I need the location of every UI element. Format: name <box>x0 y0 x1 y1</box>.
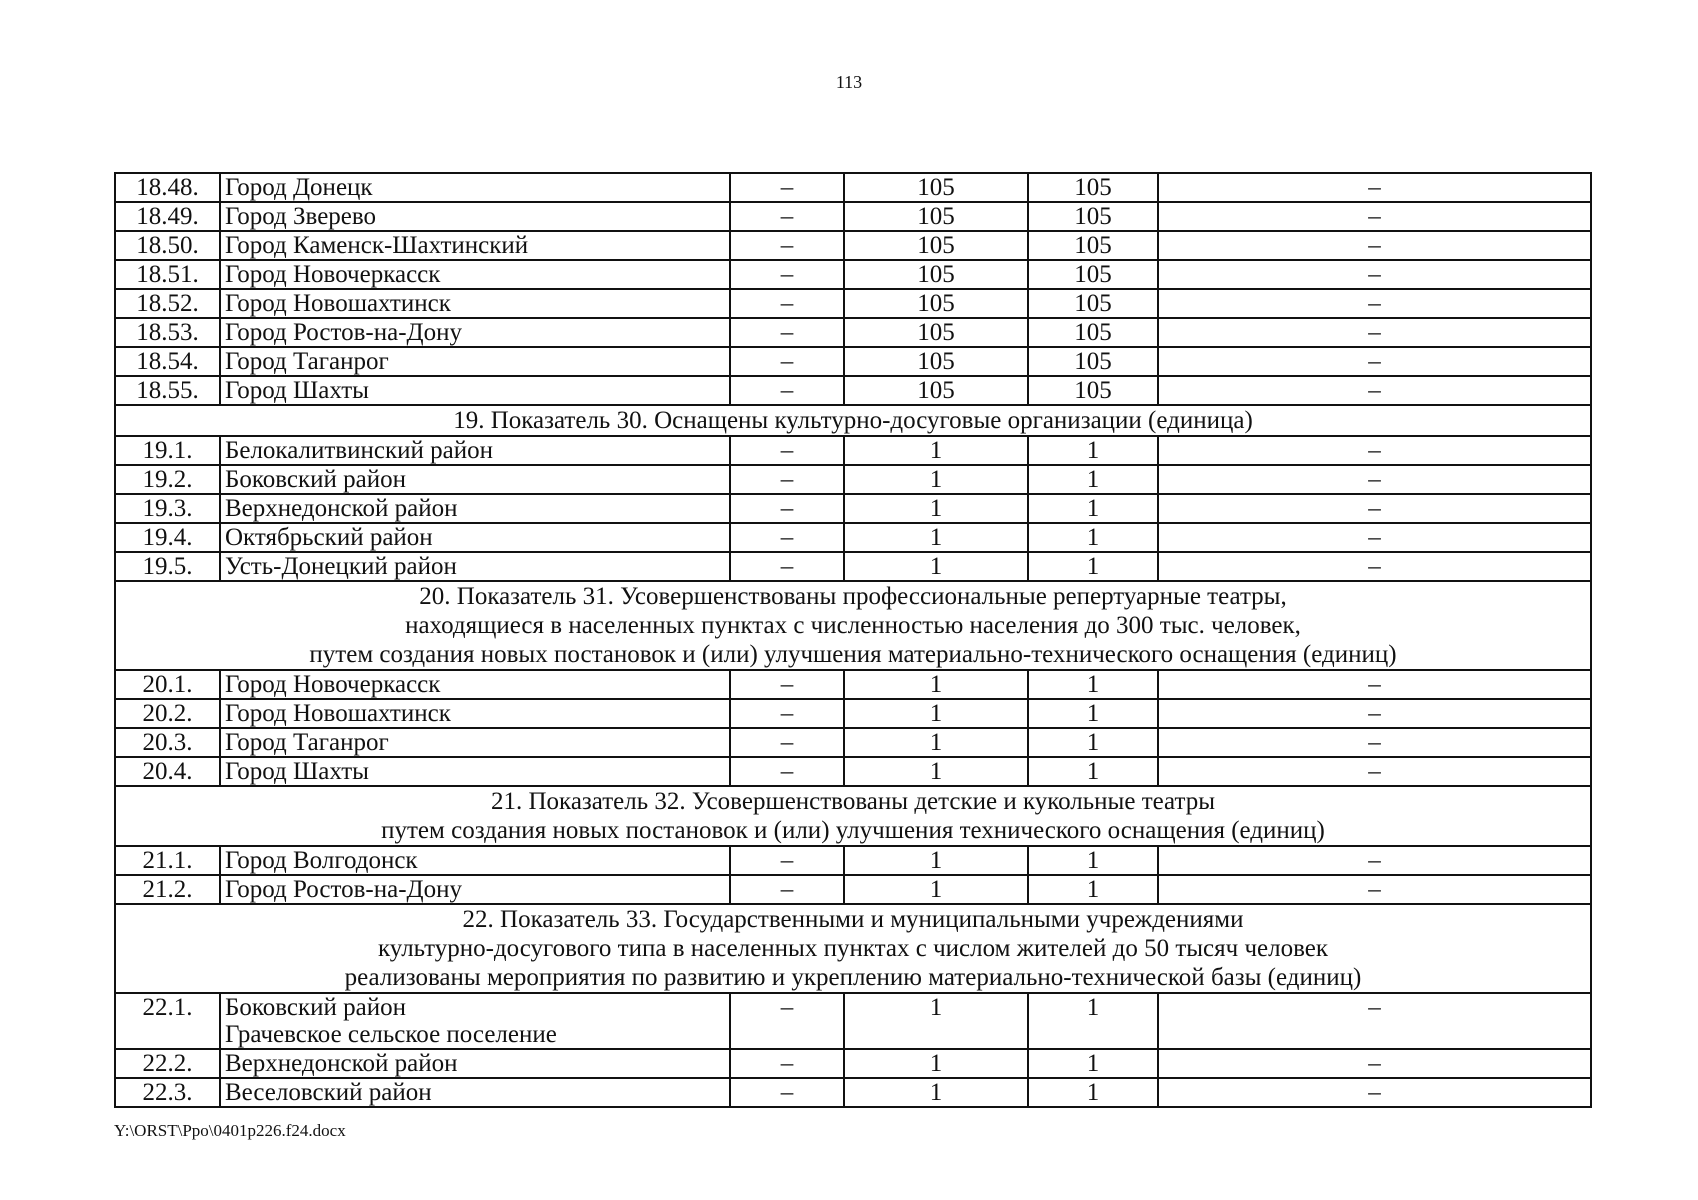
value-cell-4: – <box>1158 347 1591 376</box>
value-cell-4: – <box>1158 494 1591 523</box>
value-cell-3: 105 <box>1028 289 1158 318</box>
value-cell-4: – <box>1158 670 1591 699</box>
table-row <box>115 347 1591 376</box>
territory-name <box>220 757 730 786</box>
territory-name-line: Город Новошахтинск <box>225 290 451 317</box>
value-cell-3: 105 <box>1028 202 1158 231</box>
section-title <box>115 405 1591 436</box>
table-row <box>115 728 1591 757</box>
table-row <box>115 670 1591 699</box>
territory-name <box>220 202 730 231</box>
value-cell-1: – <box>730 1078 844 1107</box>
table-row <box>115 552 1591 581</box>
table-row <box>115 699 1591 728</box>
value-cell-2: 1 <box>844 436 1028 465</box>
section-title-line: 19. Показатель 30. Оснащены культурно-досуговые организации (единица) <box>453 407 1253 434</box>
value-cell-1: – <box>730 728 844 757</box>
value-cell-2: 1 <box>844 699 1028 728</box>
value-cell-2: 1 <box>844 728 1028 757</box>
territory-name-line: Усть-Донецкий район <box>225 553 457 580</box>
territory-name <box>220 436 730 465</box>
value-cell-2: 1 <box>844 757 1028 786</box>
territory-name <box>220 699 730 728</box>
value-cell-4: – <box>1158 260 1591 289</box>
value-cell-1: – <box>730 347 844 376</box>
value-cell-3: 1 <box>1028 1078 1158 1107</box>
value-cell-2: 1 <box>844 523 1028 552</box>
value-cell-1: – <box>730 757 844 786</box>
territory-name-line: Город Шахты <box>225 377 369 404</box>
value-cell-4: – <box>1158 875 1591 904</box>
row-number: 21.2. <box>115 875 220 904</box>
territory-name-line: Город Зверево <box>225 203 377 230</box>
table-row <box>115 875 1591 904</box>
row-number: 22.3. <box>115 1078 220 1107</box>
value-cell-2: 1 <box>844 993 1028 1049</box>
value-cell-3: 105 <box>1028 318 1158 347</box>
territory-name-line: Город Новочеркасск <box>225 261 441 288</box>
territory-name-line: Город Новочеркасск <box>225 671 441 698</box>
row-number: 18.50. <box>115 231 220 260</box>
value-cell-4: – <box>1158 465 1591 494</box>
value-cell-1: – <box>730 318 844 347</box>
value-cell-2: 1 <box>844 1078 1028 1107</box>
territory-name <box>220 993 730 1049</box>
territory-name-line: Город Ростов-на-Дону <box>225 876 462 903</box>
row-number: 20.4. <box>115 757 220 786</box>
row-number: 18.49. <box>115 202 220 231</box>
value-cell-2: 105 <box>844 318 1028 347</box>
value-cell-1: – <box>730 260 844 289</box>
row-number: 19.4. <box>115 523 220 552</box>
value-cell-4: – <box>1158 1078 1591 1107</box>
territory-name-line: Грачевское сельское поселение <box>225 1021 557 1048</box>
territory-name <box>220 728 730 757</box>
territory-name <box>220 347 730 376</box>
value-cell-1: – <box>730 993 844 1049</box>
territory-name-line: Город Таганрог <box>225 348 389 375</box>
value-cell-1: – <box>730 289 844 318</box>
value-cell-4: – <box>1158 202 1591 231</box>
territory-name-line: Верхнедонской район <box>225 495 458 522</box>
territory-name <box>220 1078 730 1107</box>
file-path-footer: Y:\ORST\Ppo\0401p226.f24.docx <box>114 1121 346 1140</box>
section-title-line: находящиеся в населенных пунктах с численностью населения до 300 тыс. человек, <box>405 612 1301 639</box>
value-cell-2: 105 <box>844 202 1028 231</box>
section-title-line: 20. Показатель 31. Усовершенствованы профессиональные репертуарные театры, <box>419 583 1287 610</box>
value-cell-3: 1 <box>1028 552 1158 581</box>
value-cell-3: 1 <box>1028 1049 1158 1078</box>
value-cell-1: – <box>730 875 844 904</box>
territory-name-line: Город Ростов-на-Дону <box>225 319 462 346</box>
table-row <box>115 1078 1591 1107</box>
row-number: 18.55. <box>115 376 220 405</box>
row-number: 19.3. <box>115 494 220 523</box>
territory-name-line: Белокалитвинский район <box>225 437 493 464</box>
value-cell-3: 1 <box>1028 728 1158 757</box>
value-cell-1: – <box>730 1049 844 1078</box>
row-number: 22.2. <box>115 1049 220 1078</box>
table-row <box>115 993 1591 1049</box>
value-cell-4: – <box>1158 289 1591 318</box>
value-cell-1: – <box>730 699 844 728</box>
value-cell-2: 1 <box>844 875 1028 904</box>
territory-name <box>220 289 730 318</box>
table-row <box>115 318 1591 347</box>
table-row <box>115 757 1591 786</box>
value-cell-1: – <box>730 173 844 202</box>
value-cell-3: 1 <box>1028 436 1158 465</box>
value-cell-1: – <box>730 465 844 494</box>
territory-name <box>220 875 730 904</box>
value-cell-4: – <box>1158 699 1591 728</box>
value-cell-4: – <box>1158 993 1591 1049</box>
value-cell-2: 105 <box>844 289 1028 318</box>
territory-name <box>220 846 730 875</box>
territory-name <box>220 318 730 347</box>
value-cell-2: 105 <box>844 347 1028 376</box>
value-cell-3: 1 <box>1028 699 1158 728</box>
row-number: 20.2. <box>115 699 220 728</box>
value-cell-3: 105 <box>1028 231 1158 260</box>
table-row <box>115 1049 1591 1078</box>
row-number: 18.53. <box>115 318 220 347</box>
row-number: 19.1. <box>115 436 220 465</box>
value-cell-1: – <box>730 494 844 523</box>
territory-name <box>220 260 730 289</box>
value-cell-1: – <box>730 202 844 231</box>
value-cell-1: – <box>730 523 844 552</box>
value-cell-1: – <box>730 376 844 405</box>
territory-name <box>220 494 730 523</box>
row-number: 20.1. <box>115 670 220 699</box>
territory-name-line: Город Каменск-Шахтинский <box>225 232 529 259</box>
value-cell-4: – <box>1158 728 1591 757</box>
value-cell-4: – <box>1158 552 1591 581</box>
value-cell-4: – <box>1158 231 1591 260</box>
indicators-table <box>114 172 1592 1108</box>
value-cell-3: 1 <box>1028 993 1158 1049</box>
value-cell-2: 1 <box>844 1049 1028 1078</box>
territory-name <box>220 173 730 202</box>
value-cell-2: 105 <box>844 376 1028 405</box>
table-row <box>115 494 1591 523</box>
value-cell-3: 1 <box>1028 494 1158 523</box>
table-row <box>115 202 1591 231</box>
value-cell-1: – <box>730 231 844 260</box>
value-cell-4: – <box>1158 376 1591 405</box>
territory-name-line: Город Донецк <box>225 174 373 201</box>
value-cell-3: 1 <box>1028 846 1158 875</box>
section-title <box>115 904 1591 993</box>
table-row <box>115 260 1591 289</box>
row-number: 22.1. <box>115 993 220 1049</box>
row-number: 18.54. <box>115 347 220 376</box>
row-number: 20.3. <box>115 728 220 757</box>
territory-name-line: Город Волгодонск <box>225 847 418 874</box>
page-number: 113 <box>835 72 863 92</box>
row-number: 21.1. <box>115 846 220 875</box>
territory-name-line: Боковский район <box>225 466 406 493</box>
value-cell-3: 1 <box>1028 875 1158 904</box>
value-cell-1: – <box>730 846 844 875</box>
row-number: 19.5. <box>115 552 220 581</box>
value-cell-2: 1 <box>844 670 1028 699</box>
territory-name-line: Город Новошахтинск <box>225 700 451 727</box>
section-title-line: путем создания новых постановок и (или) улучшения технического оснащения (единиц) <box>381 817 1325 844</box>
value-cell-3: 105 <box>1028 260 1158 289</box>
value-cell-2: 1 <box>844 846 1028 875</box>
row-number: 18.52. <box>115 289 220 318</box>
territory-name <box>220 231 730 260</box>
value-cell-3: 105 <box>1028 376 1158 405</box>
value-cell-4: – <box>1158 318 1591 347</box>
section-title-line: культурно-досугового типа в населенных пунктах с числом жителей до 50 тысяч человек <box>378 935 1328 962</box>
territory-name <box>220 376 730 405</box>
value-cell-4: – <box>1158 523 1591 552</box>
section-header-row <box>115 405 1591 436</box>
section-header-row <box>115 581 1591 670</box>
section-header-row <box>115 904 1591 993</box>
section-header-row <box>115 786 1591 846</box>
table-row <box>115 231 1591 260</box>
territory-name-line: Октябрьский район <box>225 524 433 551</box>
value-cell-3: 1 <box>1028 523 1158 552</box>
section-title <box>115 786 1591 846</box>
table-row <box>115 523 1591 552</box>
value-cell-1: – <box>730 436 844 465</box>
value-cell-4: – <box>1158 436 1591 465</box>
table-row <box>115 289 1591 318</box>
table-row <box>115 846 1591 875</box>
territory-name-line: Город Таганрог <box>225 729 389 756</box>
value-cell-1: – <box>730 552 844 581</box>
table-row <box>115 173 1591 202</box>
table-row <box>115 436 1591 465</box>
value-cell-3: 1 <box>1028 757 1158 786</box>
value-cell-3: 1 <box>1028 670 1158 699</box>
territory-name-line: Верхнедонской район <box>225 1050 458 1077</box>
table-row <box>115 376 1591 405</box>
section-title <box>115 581 1591 670</box>
value-cell-2: 105 <box>844 231 1028 260</box>
value-cell-2: 1 <box>844 552 1028 581</box>
value-cell-2: 105 <box>844 260 1028 289</box>
territory-name <box>220 670 730 699</box>
territory-name <box>220 523 730 552</box>
value-cell-3: 105 <box>1028 347 1158 376</box>
row-number: 18.48. <box>115 173 220 202</box>
territory-name <box>220 552 730 581</box>
value-cell-1: – <box>730 670 844 699</box>
value-cell-4: – <box>1158 173 1591 202</box>
table-row <box>115 465 1591 494</box>
section-title-line: путем создания новых постановок и (или) улучшения материально-технического оснащения (единиц) <box>309 641 1397 668</box>
section-title-line: 21. Показатель 32. Усовершенствованы детские и кукольные театры <box>491 788 1215 815</box>
value-cell-3: 1 <box>1028 465 1158 494</box>
table-body <box>115 173 1591 1107</box>
row-number: 19.2. <box>115 465 220 494</box>
value-cell-2: 1 <box>844 494 1028 523</box>
value-cell-4: – <box>1158 846 1591 875</box>
territory-name-line: Город Шахты <box>225 758 369 785</box>
territory-name-line: Веселовский район <box>225 1079 432 1106</box>
row-number: 18.51. <box>115 260 220 289</box>
value-cell-4: – <box>1158 1049 1591 1078</box>
value-cell-4: – <box>1158 757 1591 786</box>
value-cell-2: 105 <box>844 173 1028 202</box>
section-title-line: реализованы мероприятия по развитию и укреплению материально-технической базы (единиц) <box>344 964 1362 991</box>
section-title-line: 22. Показатель 33. Государственными и муниципальными учреждениями <box>462 906 1244 933</box>
value-cell-3: 105 <box>1028 173 1158 202</box>
territory-name <box>220 1049 730 1078</box>
territory-name-line: Боковский район <box>225 994 406 1021</box>
value-cell-2: 1 <box>844 465 1028 494</box>
territory-name <box>220 465 730 494</box>
